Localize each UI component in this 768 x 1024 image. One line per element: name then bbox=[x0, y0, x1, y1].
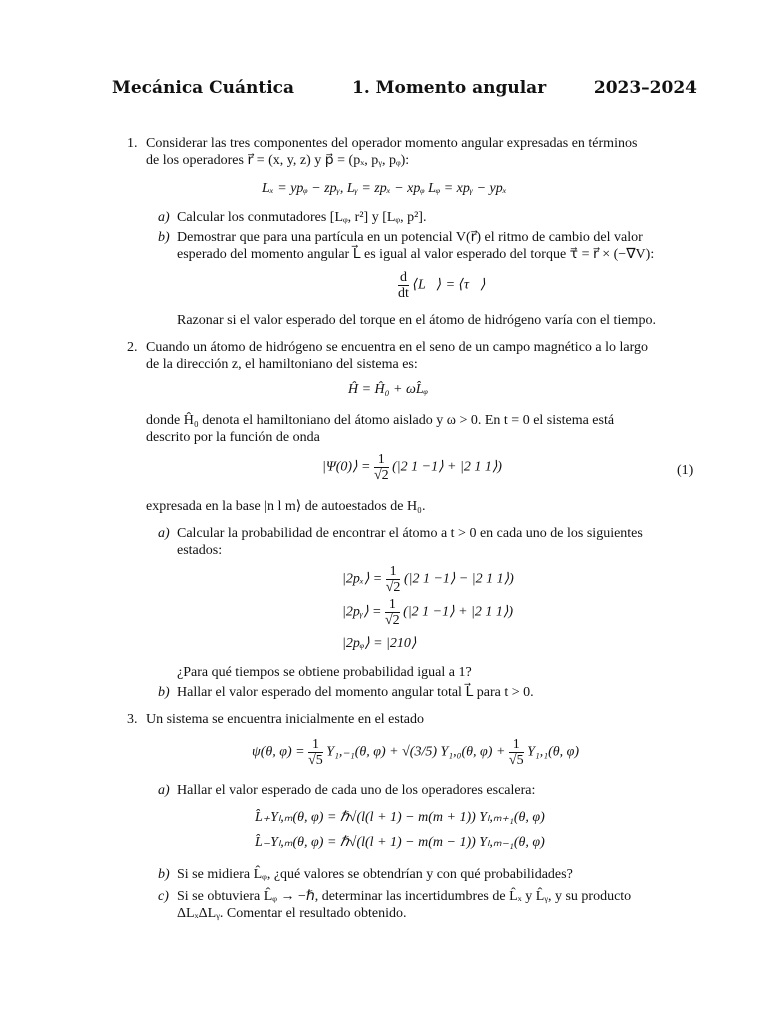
torque-equation: $\frac{d}{dt}$ ⟨L⃗⟩ = ⟨τ⃗⟩ bbox=[398, 270, 486, 301]
subitem-label: a) bbox=[158, 526, 170, 541]
topic-title: 1. Momento angular bbox=[352, 78, 547, 98]
angular-momentum-components-equation: Lₓ = ypᵩ − zpᵧ, Lᵧ = zpₓ − xpᵩ Lᵩ = xpᵧ − ypₓ bbox=[262, 181, 507, 196]
problem-text: Considerar las tres componentes del operador momento angular expresadas en términos bbox=[146, 136, 638, 151]
subitem-text: Si se obtuviera L̂ᵩ → −ℏ, determinar las incertidumbres de L̂ₓ y L̂ᵧ, y su producto bbox=[177, 889, 632, 904]
subitem-label: a) bbox=[158, 783, 170, 798]
problem-text: expresada en la base |n l m⟩ de autoestados de H₀. bbox=[146, 499, 426, 514]
state-2py-equation: |2pᵧ⟩ = $\frac{1}{√2}$ (|2 1 −1⟩ + |2 1 1⟩) bbox=[342, 597, 514, 628]
raising-operator-equation: L̂₊Yₗ,ₘ(θ, φ) = ℏ√(l(l + 1) − m(m + 1)) Yₗ,ₘ₊₁(θ, φ) bbox=[255, 810, 545, 825]
subitem-text: Razonar si el valor esperado del torque en el átomo de hidrógeno varía con el tiempo. bbox=[177, 313, 656, 328]
subitem-text: estados: bbox=[177, 543, 223, 558]
state-2pz-equation: |2pᵩ⟩ = |210⟩ bbox=[342, 636, 417, 651]
subitem-text: Hallar el valor esperado del momento angular total L⃗ para t > 0. bbox=[177, 685, 534, 700]
subitem-text: ΔLₓΔLᵧ. Comentar el resultado obtenido. bbox=[177, 906, 407, 921]
subitem-text: Demostrar que para una partícula en un potencial V(r⃗) el ritmo de cambio del valor bbox=[177, 230, 643, 245]
subitem-label: b) bbox=[158, 867, 170, 882]
problem-text: Un sistema se encuentra inicialmente en el estado bbox=[146, 712, 424, 727]
problem-text: Cuando un átomo de hidrógeno se encuentra en el seno de un campo magnético a lo largo bbox=[146, 340, 649, 355]
fraction: $\frac{1}{√2}$ bbox=[384, 597, 400, 628]
initial-state-equation: ψ(θ, φ) = $\frac{1}{√5}$ Y₁,₋₁(θ, φ) + √(3/5) Y₁,₀(θ, φ) + $\frac{1}{√5}$ Y₁,₁(θ, φ) bbox=[252, 737, 580, 768]
fraction: $\frac{1}{√5}$ bbox=[308, 737, 323, 768]
problem-text: de los operadores r⃗ = (x, y, z) y p⃗ = (pₓ, pᵧ, pᵩ): bbox=[146, 153, 410, 168]
subitem-text: ¿Para qué tiempos se obtiene probabilidad igual a 1? bbox=[177, 665, 472, 680]
fraction: $\frac{1}{√5}$ bbox=[508, 737, 524, 768]
subitem-label: b) bbox=[158, 685, 170, 700]
problem-number: 3. bbox=[127, 712, 138, 727]
state-2px-equation: |2pₓ⟩ = $\frac{1}{√2}$ (|2 1 −1⟩ − |2 1 1⟩) bbox=[342, 564, 514, 595]
page-header bbox=[112, 78, 697, 102]
lowering-operator-equation: L̂₋Yₗ,ₘ(θ, φ) = ℏ√(l(l + 1) − m(m − 1)) Yₗ,ₘ₋₁(θ, φ) bbox=[255, 835, 545, 850]
problem-text: donde Ĥ₀ denota el hamiltoniano del átomo aislado y ω > 0. En t = 0 el sistema está bbox=[146, 413, 615, 428]
problem-text: de la dirección z, el hamiltoniano del sistema es: bbox=[146, 357, 418, 372]
course-title: Mecánica Cuántica bbox=[112, 78, 295, 98]
subitem-label: a) bbox=[158, 210, 170, 225]
fraction: $\frac{1}{√2}$ bbox=[385, 564, 401, 595]
wavefunction-equation: |Ψ(0)⟩ = $\frac{1}{√2}$ (|2 1 −1⟩ + |2 1 1⟩) bbox=[322, 452, 502, 483]
fraction: $\frac{d}{dt}$ bbox=[398, 270, 409, 301]
fraction: $\frac{1}{√2}$ bbox=[373, 452, 389, 483]
equation-number: (1) bbox=[677, 463, 694, 478]
subitem-text: Si se midiera L̂ᵩ, ¿qué valores se obtendrían y con qué probabilidades? bbox=[177, 867, 573, 882]
subitem-label: b) bbox=[158, 230, 170, 245]
subitem-text: Calcular los conmutadores [Lᵩ, r²] y [Lᵩ, p²]. bbox=[177, 210, 427, 225]
problem-number: 1. bbox=[127, 136, 138, 151]
hamiltonian-equation: Ĥ = Ĥ₀ + ωL̂ᵩ bbox=[348, 382, 428, 397]
problem-number: 2. bbox=[127, 340, 138, 355]
subitem-text: esperado del momento angular L⃗ es igual al valor esperado del torque τ⃗ = r⃗ × (−∇V): bbox=[177, 247, 655, 262]
subitem-label: c) bbox=[158, 889, 169, 904]
subitem-text: Calcular la probabilidad de encontrar el átomo a t > 0 en cada uno de los siguientes bbox=[177, 526, 643, 541]
problem-text: descrito por la función de onda bbox=[146, 430, 320, 445]
academic-year: 2023–2024 bbox=[593, 78, 697, 98]
subitem-text: Hallar el valor esperado de cada uno de los operadores escalera: bbox=[177, 783, 536, 798]
